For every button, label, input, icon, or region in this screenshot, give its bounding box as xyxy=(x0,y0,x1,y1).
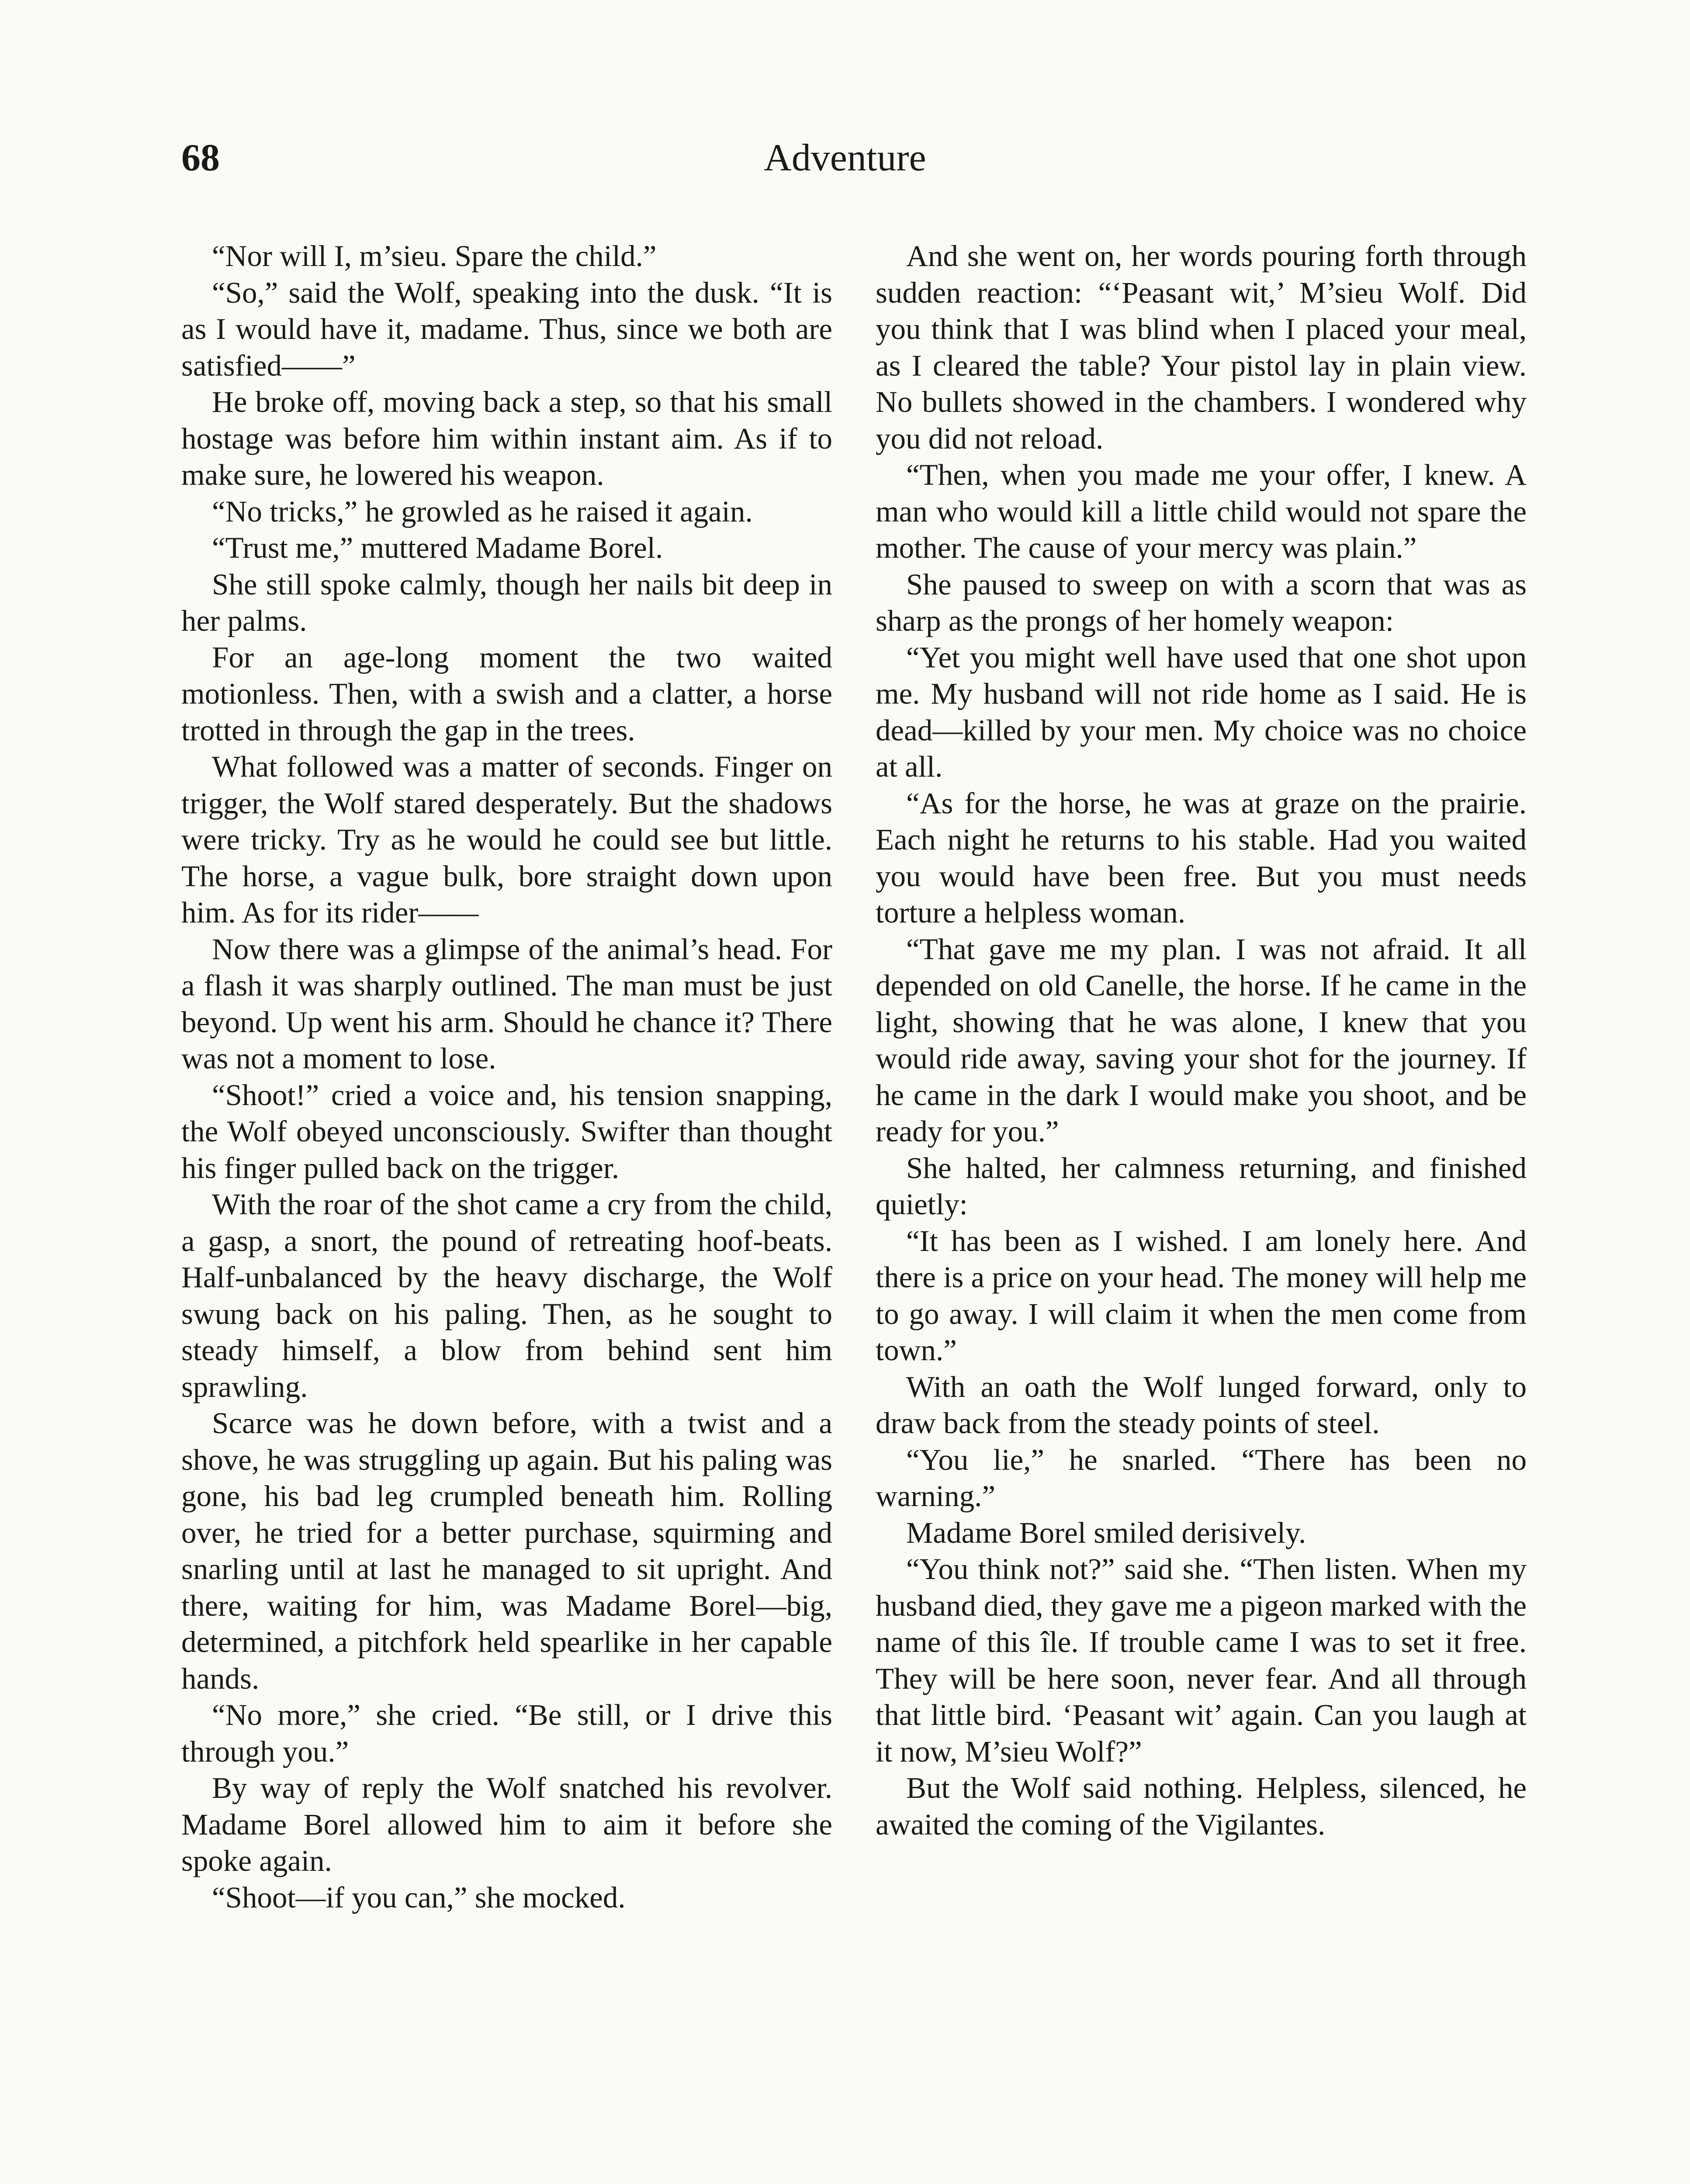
paragraph: “You think not?” said she. “Then listen. When my husband died, they gave me a pigeon marked with the name of this île. If trouble came I was to set it free. They will be here soon, never fear. And all through that little bird. ‘Peasant wit’ again. Can you laugh at it now, M’sieu Wolf?” xyxy=(876,1552,1527,1768)
paragraph: With an oath the Wolf lunged forward, only to draw back from the steady points of steel. xyxy=(876,1370,1527,1440)
paragraph: For an age-long moment the two waited motionless. Then, with a swish and a clatter, a horse trotted in through the gap in the trees. xyxy=(181,640,832,747)
paragraph: “Trust me,” muttered Madame Borel. xyxy=(212,531,663,564)
right-column xyxy=(876,238,1527,1843)
paragraph: “As for the horse, he was at graze on the prairie. Each night he returns to his stable. Had you waited you would have been free. But you must needs torture a helpless woman. xyxy=(876,786,1527,929)
paragraph: “It has been as I wished. I am lonely here. And there is a price on your head. The money will help me to go away. I will claim it when the men come from town.” xyxy=(876,1224,1527,1367)
left-column xyxy=(181,238,832,1916)
paragraph: “So,” said the Wolf, speaking into the dusk. “It is as I would have it, madame. Thus, since we both are satisfied——” xyxy=(181,276,832,382)
paragraph: “Shoot—if you can,” she mocked. xyxy=(212,1880,626,1914)
paragraph: “No more,” she cried. “Be still, or I drive this through you.” xyxy=(181,1698,832,1768)
paragraph: “That gave me my plan. I was not afraid. It all depended on old Canelle, the horse. If he came in the light, showing that he was alone, I knew that you would ride away, saving your shot for the journey. If he came in the dark I would make you shoot, and be ready for you.” xyxy=(876,932,1527,1148)
paragraph: And she went on, her words pouring forth through sudden reaction: “‘Peasant wit,’ M’sieu Wolf. Did you think that I was blind when I placed your meal, as I cleared the table? Your pistol lay in plain view. No bullets showed in the chambers. I wondered why you did not reload. xyxy=(876,239,1527,455)
paragraph: He broke off, moving back a step, so that his small hostage was before him within instant aim. As if to make sure, he lowered his weapon. xyxy=(181,385,832,491)
paragraph: “You lie,” he snarled. “There has been no warning.” xyxy=(876,1443,1527,1513)
paragraph: By way of reply the Wolf snatched his revolver. Madame Borel allowed him to aim it before she spoke again. xyxy=(181,1771,832,1877)
paragraph: “Yet you might well have used that one shot upon me. My husband will not ride home as I said. He is dead—killed by your men. My choice was no choice at all. xyxy=(876,640,1527,783)
paragraph: But the Wolf said nothing. Helpless, silenced, he awaited the coming of the Vigilantes. xyxy=(876,1771,1527,1841)
paragraph: What followed was a matter of seconds. Finger on trigger, the Wolf stared desperately. But the shadows were tricky. Try as he would he could see but little. The horse, a vague bulk, bore straight down upon him. As for its rider—— xyxy=(181,750,832,929)
paragraph: “Nor will I, m’sieu. Spare the child.” xyxy=(212,239,657,273)
paragraph: “Shoot!” cried a voice and, his tension snapping, the Wolf obeyed unconsciously. Swifter than thought his finger pulled back on the trigger. xyxy=(181,1078,832,1185)
paragraph: She paused to sweep on with a scorn that was as sharp as the prongs of her homely weapon: xyxy=(876,567,1527,637)
paragraph: She still spoke calmly, though her nails bit deep in her palms. xyxy=(181,567,832,637)
paragraph: With the roar of the shot came a cry from the child, a gasp, a snort, the pound of retreating hoof-beats. Half-unbalanced by the heavy discharge, the Wolf swung back on his paling. Then, as he sought to steady himself, a blow from behind sent him sprawling. xyxy=(181,1188,832,1403)
running-title: Adventure xyxy=(764,137,926,179)
page-number: 68 xyxy=(181,137,220,179)
paragraph: Madame Borel smiled derisively. xyxy=(906,1516,1306,1549)
paragraph: “No tricks,” he growled as he raised it again. xyxy=(212,494,753,528)
paragraph: Scarce was he down before, with a twist and a shove, he was struggling up again. But his paling was gone, his bad leg crumpled beneath him. Rolling over, he tried for a better purchase, squirming and snarling until at last he managed to sit upright. And there, waiting for him, was Madame Borel—big, determined, a pitchfork held spearlike in her capable hands. xyxy=(181,1406,832,1695)
paragraph: “Then, when you made me your offer, I knew. A man who would kill a little child would not spare the mother. The cause of your mercy was plain.” xyxy=(876,458,1527,564)
paragraph: Now there was a glimpse of the animal’s head. For a flash it was sharply outlined. The man must be just beyond. Up went his arm. Should he chance it? There was not a moment to lose. xyxy=(181,932,832,1075)
paragraph: She halted, her calmness returning, and finished quietly: xyxy=(876,1151,1527,1221)
